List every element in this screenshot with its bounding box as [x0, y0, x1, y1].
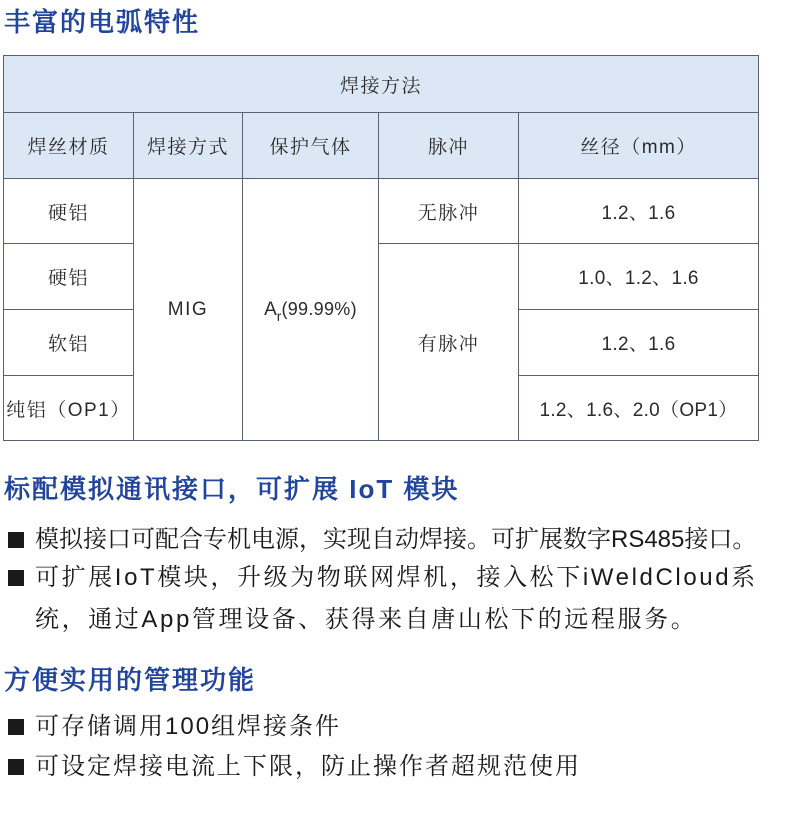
table-row — [4, 179, 759, 244]
gas-symbol-subscript: r — [276, 307, 282, 324]
cell-wire-material: 软铝 — [4, 310, 134, 376]
section-title-management: 方便实用的管理功能 — [4, 665, 257, 695]
cell-wire-diameter: 1.2、1.6 — [519, 179, 759, 244]
square-bullet-icon — [8, 719, 24, 735]
cell-wire-diameter: 1.2、1.6、2.0（OP1） — [519, 376, 759, 441]
column-header-wire-diameter: 丝径（mm） — [519, 113, 759, 179]
cell-wire-material: 硬铝 — [4, 244, 134, 310]
cell-wire-diameter: 1.2、1.6 — [519, 310, 759, 376]
square-bullet-icon — [8, 532, 24, 548]
table-row — [4, 244, 759, 310]
cell-pulse: 有脉冲 — [379, 244, 519, 441]
table-column-header-row — [4, 113, 759, 179]
table-group-header-row — [4, 56, 759, 113]
list-item — [8, 708, 581, 746]
list-item — [8, 748, 581, 786]
bullet-list — [8, 708, 581, 786]
group-header-welding-method: 焊接方法 — [4, 56, 759, 113]
list-item — [8, 559, 758, 639]
section-title-arc-characteristics: 丰富的电弧特性 — [4, 7, 201, 37]
list-item — [8, 521, 758, 559]
bullet-text-line: 模拟接口可配合专机电源，实现自动焊接。可扩展数字RS485接口。 — [35, 526, 757, 553]
gas-symbol: A — [264, 298, 277, 320]
column-header-shielding-gas: 保护气体 — [243, 113, 379, 179]
gas-purity: (99.99%) — [281, 298, 357, 319]
bullet-text-line: 统，通过App管理设备、获得来自唐山松下的远程服务。 — [35, 606, 698, 633]
cell-wire-material: 硬铝 — [4, 179, 134, 244]
bullet-list — [8, 521, 758, 639]
bullet-text-line: 可存储调用100组焊接条件 — [35, 713, 342, 740]
column-header-pulse: 脉冲 — [379, 113, 519, 179]
welding-spec-table — [3, 55, 759, 441]
cell-wire-diameter: 1.0、1.2、1.6 — [519, 244, 759, 310]
cell-pulse: 无脉冲 — [379, 179, 519, 244]
column-header-welding-process: 焊接方式 — [134, 113, 243, 179]
cell-shielding-gas — [243, 179, 379, 441]
bullet-text-line: 可设定焊接电流上下限，防止操作者超规范使用 — [35, 753, 581, 780]
square-bullet-icon — [8, 570, 24, 586]
cell-wire-material: 纯铝（OP1） — [4, 376, 134, 441]
bullet-text-line: 可扩展IoT模块，升级为物联网焊机，接入松下iWeldCloud系 — [35, 564, 758, 591]
square-bullet-icon — [8, 759, 24, 775]
section-title-iot-interface: 标配模拟通讯接口，可扩展 IoT 模块 — [4, 474, 460, 504]
cell-welding-process: MIG — [134, 179, 243, 441]
column-header-wire-material: 焊丝材质 — [4, 113, 134, 179]
